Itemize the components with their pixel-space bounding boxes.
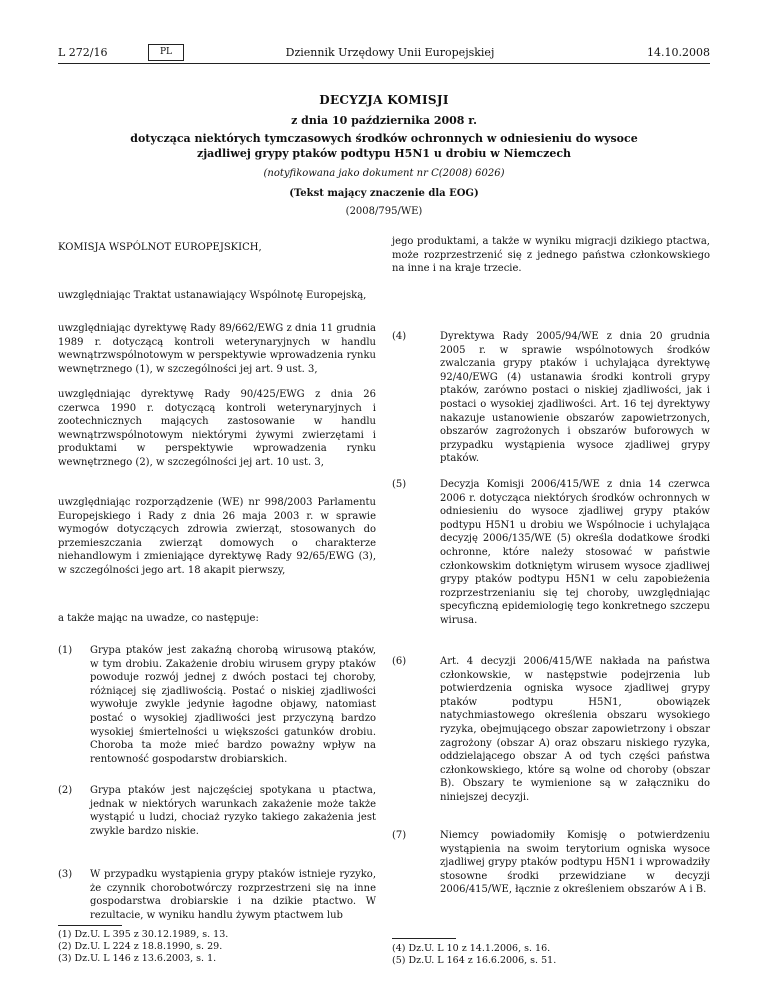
recital-text: Art. 4 decyzji 2006/415/WE nakłada na państwa członkowskie, w następstwie podejrzenia lub potwierdzenia ogniska wysoce zjadliwej grypy ptaków podtypu H5N1, obowiązek natychmiastowego określenia obszaru wysokiego ryzyka, obejmującego obszar zapowietrzony i obszar zagrożony (obszar A) oraz obszaru niskiego ryzyka, oddzielającego obszar A od tych części państwa członkowskiego, które są wolne od choroby (obszar B). Obszary te wymienione są w załączniku do niniejszej decyzji. <box>440 656 710 803</box>
recital-text: Grypa ptaków jest najczęściej spotykana u ptactwa, jednak w niektórych warunkach zakażenie może także wystąpić u ludzi, chociaż ryzyko takiego zakażenia jest zwykle bardzo niskie. <box>90 785 376 837</box>
document-title: DECYZJA KOMISJI <box>319 93 449 107</box>
recital-text: Niemcy powiadomiły Komisję o potwierdzeniu wystąpienia na swoim terytorium ogniska wysoce zjadliwej grypy ptaków podtypu H5N1 i wprowadziły stosowne środki przewidziane w decyzji 2006/415/WE, łącznie z określeniem obszarów A i B. <box>440 830 710 896</box>
citation-3: uwzględniając rozporządzenie (WE) nr 998/2003 Parlamentu Europejskiego i Rady z dnia 26 maja 2003 r. w sprawie wymogów dotyczących zdrowia zwierząt, stosowanych do przemieszczania zwierząt domowych o charakterze niehandlowym i zmieniające dyrektywę Rady 92/65/EWG (3), w szczególności jego art. 18 akapit pierwszy, <box>58 497 376 576</box>
recital-text: W przypadku wystąpienia grypy ptaków istnieje ryzyko, że czynnik chorobotwórczy rozprzestrzeni się na inne gospodarstwa drobiarskie i na dzikie ptactwo. W rezultacie, w wyniku handlu żywym ptactwem lub <box>90 869 376 921</box>
document-subject: dotycząca niektórych tymczasowych środków ochronnych w odniesieniu do wysoce zjadliwej grypy ptaków podtypu H5N1 u drobiu w Niemczech <box>130 132 638 160</box>
recital-number: (5) <box>392 479 407 490</box>
recital-text: Dyrektywa Rady 2005/94/WE z dnia 20 grudnia 2005 r. w sprawie wspólnotowych środków zwalczania grypy ptaków i uchylająca dyrektywę 92/40/EWG (4) ustanawia środki kontroli grypy ptaków, zarówno postaci o niskiej zjadliwości, jak i postaci o wysokiej zjadliwości. Art. 16 tej dyrektywy nakazuje ustanowienie obszarów zapowietrzonych, obszarów zagrożonych i obszarów buforowych w przypadku wystąpienia wysoce zjadliwej grypy ptaków. <box>440 331 710 465</box>
footnotes-right <box>392 943 710 967</box>
whereas-intro: a także mając na uwadze, co następuje: <box>58 613 259 624</box>
header-divider <box>58 63 710 64</box>
footnote: (5) Dz.U. L 164 z 16.6.2006, s. 51. <box>392 955 557 966</box>
footnote: (1) Dz.U. L 395 z 30.12.1989, s. 13. <box>58 929 229 940</box>
page-number: L 272/16 <box>58 46 108 59</box>
recital-number: (6) <box>392 656 407 667</box>
journal-title: Dziennik Urzędowy Unii Europejskiej <box>285 46 495 59</box>
recital-number: (2) <box>58 785 73 796</box>
recital-text: Grypa ptaków jest zakaźną chorobą wirusową ptaków, w tym drobiu. Zakażenie drobiu wirusem grypy ptaków powoduje rozwój jednej z dwóch postaci tej choroby, różniącej się zjadliwością. Postać o niskiej zjadliwości wywołuje zwykle jedynie łagodne objawy, natomiast postać o wysokiej zjadliwości jest przyczyną bardzo wysokiej śmiertelności u większości gatunków drobiu. Choroba ta może mieć bardzo poważny wpływ na rentowność gospodarstw drobiarskich. <box>90 645 376 765</box>
footnotes-left <box>58 929 376 965</box>
footnote: (4) Dz.U. L 10 z 14.1.2006, s. 16. <box>392 943 551 954</box>
commission-heading: KOMISJA WSPÓLNOT EUROPEJSKICH, <box>58 242 262 253</box>
recital-number: (3) <box>58 869 73 880</box>
eea-relevance: (Tekst mający znaczenie dla EOG) <box>289 188 479 199</box>
language-badge: PL <box>148 44 184 61</box>
citation-2: uwzględniając dyrektywę Rady 90/425/EWG z dnia 26 czerwca 1990 r. dotyczącą kontroli weterynaryjnych i zootechnicznych mających zastosowanie w handlu wewnątrzwspólnotowym niektórymi żywymi zwierzętami i produktami w perspektywie wprowadzenia rynku wewnętrznego (2), w szczególności jej art. 10 ust. 3, <box>58 389 376 468</box>
decision-number: (2008/795/WE) <box>345 206 423 217</box>
footnote: (2) Dz.U. L 224 z 18.8.1990, s. 29. <box>58 941 223 952</box>
recital-text: Decyzja Komisji 2006/415/WE z dnia 14 czerwca 2006 r. dotycząca niektórych środków ochronnych w odniesieniu do wysoce zjadliwej grypy ptaków podtypu H5N1 u drobiu we Wspólnocie i uchylająca decyzję 2006/135/WE (5) określa dodatkowe środki ochronne, które należy stosować w państwie członkowskim dotkniętym wirusem wysoce zjadliwej grypy ptaków podtypu H5N1 w celu zapobieżenia rozprzestrzenianiu się tej choroby, uwzględniając specyficzną epidemiologię tego konkretnego szczepu wirusa. <box>440 479 710 626</box>
document-date: z dnia 10 października 2008 r. <box>291 114 477 127</box>
citation-1: uwzględniając dyrektywę Rady 89/662/EWG z dnia 11 grudnia 1989 r. dotyczącą kontroli weterynaryjnych w handlu wewnątrzwspólnotowym w perspektywie wprowadzenia rynku wewnętrznego (1), w szczególności jej art. 9 ust. 3, <box>58 323 376 375</box>
recital-number: (4) <box>392 331 407 342</box>
footnote: (3) Dz.U. L 146 z 13.6.2003, s. 1. <box>58 953 217 964</box>
footnote-divider <box>58 925 122 926</box>
footnote-divider <box>392 938 456 939</box>
recital-number: (7) <box>392 830 407 841</box>
publication-date: 14.10.2008 <box>647 46 710 59</box>
citation-treaty: uwzględniając Traktat ustanawiający Wspólnotę Europejską, <box>58 290 367 301</box>
notification-note: (notyfikowana jako dokument nr C(2008) 6026) <box>263 168 505 179</box>
recital-3-continuation: jego produktami, a także w wyniku migracji dzikiego ptactwa, może rozprzestrzenić się z jednego państwa członkowskiego na inne i na kraje trzecie. <box>392 236 710 275</box>
recital-number: (1) <box>58 645 73 656</box>
